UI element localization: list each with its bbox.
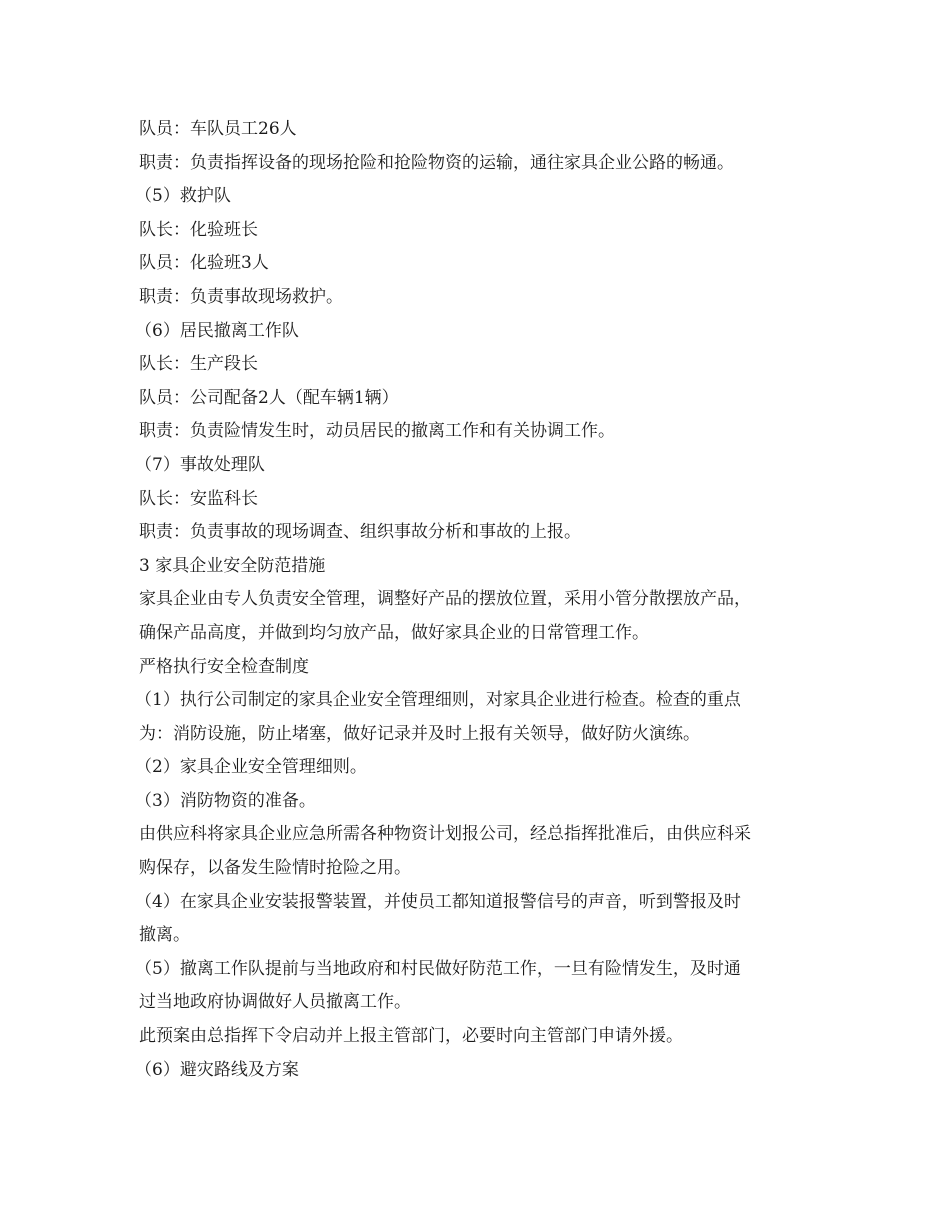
paragraph-line-2: 确保产品高度，并做到均匀放产品，做好家具企业的日常管理工作。 [139,622,649,643]
section-heading-safety-measures: 3 家具企业安全防范措施 [139,555,326,576]
list-item-5-line-1: （5）撤离工作队提前与当地政府和村民做好防范工作，一旦有险情发生，及时通 [135,958,741,979]
text-line-evacuation-duty: 职责：负责险情发生时，动员居民的撤离工作和有关协调工作。 [139,421,615,442]
list-item-4-line-2: 撤离。 [139,925,190,946]
list-item-3: （3）消防物资的准备。 [135,790,316,811]
list-item-6: （6）避灾路线及方案 [135,1059,299,1080]
text-line-inspection-system: 严格执行安全检查制度 [139,656,309,677]
text-line-accident-leader: 队长：安监科长 [139,488,258,509]
text-line-evacuation-leader: 队长：生产段长 [139,354,258,375]
document-body [135,113,819,1087]
paragraph-supply-line-2: 购保存，以备发生险情时抢险之用。 [139,858,411,879]
paragraph-line-1: 家具企业由专人负责安全管理，调整好产品的摆放位置，采用小管分散摆放产品， [139,589,751,610]
list-item-1-line-1: （1）执行公司制定的家具企业安全管理细则，对家具企业进行检查。检查的重点 [135,690,741,711]
text-line-rescue-duty: 职责：负责事故现场救护。 [139,286,343,307]
text-line-accident-team-heading: （7）事故处理队 [135,454,265,475]
text-line-plan-activation: 此预案由总指挥下令启动并上报主管部门，必要时向主管部门申请外援。 [139,1026,683,1047]
list-item-2: （2）家具企业安全管理细则。 [135,757,367,778]
text-line-rescue-leader: 队长：化验班长 [139,219,258,240]
list-item-1-line-2: 为：消防设施，防止堵塞，做好记录并及时上报有关领导，做好防火演练。 [139,723,700,744]
text-line-duty-fleet: 职责：负责指挥设备的现场抢险和抢险物资的运输，通往家具企业公路的畅通。 [139,152,734,173]
text-line-rescue-members: 队员：化验班3人 [139,253,269,274]
text-line-evacuation-team-heading: （6）居民撤离工作队 [135,320,299,341]
text-line-accident-duty: 职责：负责事故的现场调查、组织事故分析和事故的上报。 [139,522,581,543]
text-line-team-members-fleet: 队员：车队员工26人 [139,119,297,139]
list-item-4-line-1: （4）在家具企业安装报警装置，并使员工都知道报警信号的声音，听到警报及时 [135,891,741,912]
paragraph-supply-line-1: 由供应科将家具企业应急所需各种物资计划报公司，经总指挥批准后，由供应科采 [139,824,751,845]
list-item-5-line-2: 过当地政府协调做好人员撤离工作。 [139,992,411,1013]
text-line-rescue-team-heading: （5）救护队 [135,186,231,207]
text-line-evacuation-members: 队员：公司配备2人（配车辆1辆） [139,387,399,408]
